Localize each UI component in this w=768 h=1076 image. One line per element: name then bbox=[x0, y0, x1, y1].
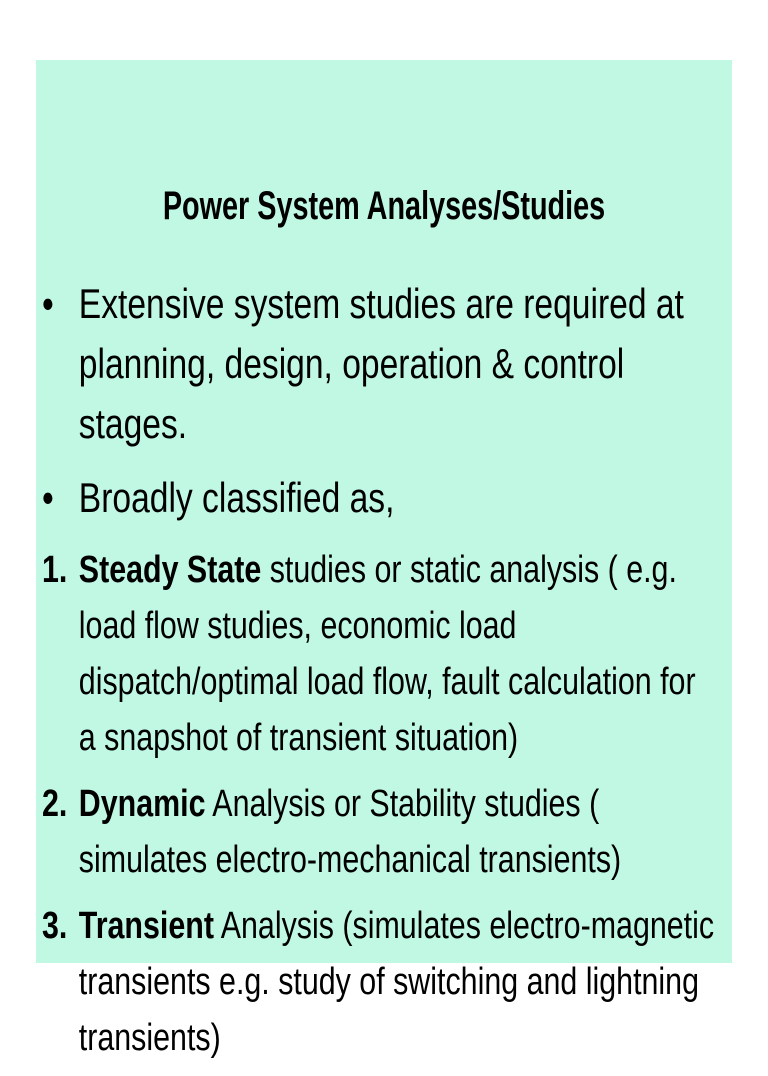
numbered-item-transient bbox=[42, 898, 719, 1066]
item-number: 1. bbox=[42, 549, 68, 591]
bullet-item bbox=[42, 468, 719, 528]
item-keyword: Steady State bbox=[78, 549, 262, 591]
bullet-text: Broadly classified as, bbox=[78, 474, 395, 521]
item-keyword: Transient bbox=[78, 905, 214, 947]
bullet-marker: • bbox=[42, 280, 54, 327]
bullet-marker: • bbox=[42, 474, 54, 521]
bullet-text: Extensive system studies are required at planning, design, operation & control stages. bbox=[78, 280, 684, 447]
item-number: 2. bbox=[42, 783, 68, 825]
numbered-item-steady-state bbox=[42, 542, 719, 766]
slide-title: Power System Analyses/Studies bbox=[162, 184, 606, 228]
slide bbox=[36, 60, 732, 1059]
bullet-item bbox=[42, 274, 719, 454]
item-keyword: Dynamic bbox=[78, 783, 206, 825]
item-text: Analysis or Stability studies ( simulates electro-mechanical transients) bbox=[78, 783, 622, 881]
item-text: Analysis (simulates electro-magnetic transients e.g. study of switching and lightning transients) bbox=[78, 905, 715, 1059]
numbered-item-dynamic bbox=[42, 776, 719, 888]
item-number: 3. bbox=[42, 905, 68, 947]
slide-content bbox=[42, 274, 728, 1076]
item-text: studies or static analysis ( e.g. load flow studies, economic load dispatch/optimal load flow, fault calculation for a snapshot of transient situation) bbox=[78, 549, 696, 759]
